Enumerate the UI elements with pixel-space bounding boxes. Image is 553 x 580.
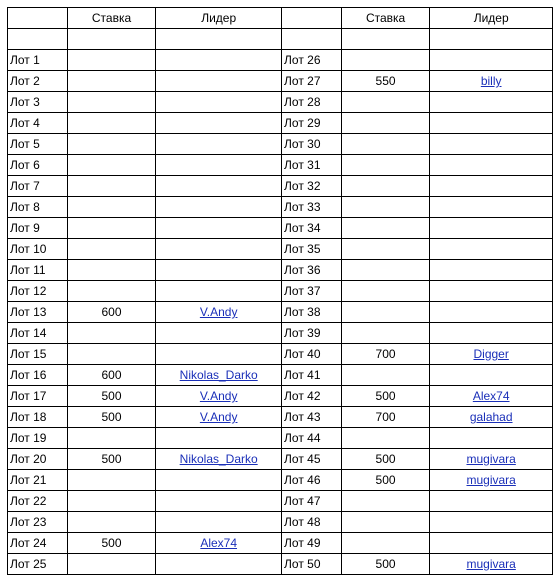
bid-cell	[341, 365, 430, 386]
lot-label: Лот 36	[282, 260, 342, 281]
bid-cell: 550	[341, 71, 430, 92]
table-row	[8, 344, 553, 365]
leader-cell	[430, 344, 553, 365]
leader-link[interactable]: mugivara	[466, 473, 516, 487]
leader-cell	[430, 470, 553, 491]
leader-cell	[430, 302, 553, 323]
lot-label: Лот 4	[8, 113, 68, 134]
leader-cell	[156, 113, 282, 134]
leader-cell	[156, 449, 282, 470]
leader-link[interactable]: Alex74	[472, 389, 510, 403]
table-row	[8, 92, 553, 113]
header-row	[8, 8, 553, 29]
bid-cell: 700	[341, 344, 430, 365]
lot-label: Лот 37	[282, 281, 342, 302]
leader-cell	[430, 491, 553, 512]
lot-label: Лот 44	[282, 428, 342, 449]
table-row	[8, 239, 553, 260]
lot-label: Лот 5	[8, 134, 68, 155]
bid-cell	[67, 491, 156, 512]
leader-cell	[430, 260, 553, 281]
leader-cell	[156, 491, 282, 512]
table-row	[8, 176, 553, 197]
lot-label: Лот 20	[8, 449, 68, 470]
bid-cell	[341, 239, 430, 260]
lot-label: Лот 41	[282, 365, 342, 386]
lot-label: Лот 31	[282, 155, 342, 176]
leader-cell	[156, 512, 282, 533]
bid-cell	[67, 50, 156, 71]
lot-label: Лот 34	[282, 218, 342, 239]
leader-cell	[430, 197, 553, 218]
empty-cell	[156, 29, 282, 50]
lot-label: Лот 43	[282, 407, 342, 428]
lot-label: Лот 11	[8, 260, 68, 281]
leader-cell	[430, 134, 553, 155]
lot-label: Лот 12	[8, 281, 68, 302]
leader-cell	[430, 449, 553, 470]
lot-label: Лот 15	[8, 344, 68, 365]
leader-cell	[430, 50, 553, 71]
leader-link[interactable]: Digger	[473, 347, 509, 361]
bid-cell	[341, 113, 430, 134]
bid-cell	[67, 554, 156, 575]
bid-cell	[67, 113, 156, 134]
header-blank-right	[282, 8, 342, 29]
lot-label: Лот 38	[282, 302, 342, 323]
empty-cell	[341, 29, 430, 50]
table-row	[8, 134, 553, 155]
lot-label: Лот 25	[8, 554, 68, 575]
leader-cell	[156, 323, 282, 344]
empty-cell	[67, 29, 156, 50]
leader-cell	[156, 428, 282, 449]
bid-cell: 500	[341, 554, 430, 575]
bid-cell: 500	[341, 386, 430, 407]
bid-cell	[341, 50, 430, 71]
leader-cell	[156, 365, 282, 386]
bid-cell: 500	[67, 386, 156, 407]
table-row	[8, 365, 553, 386]
bid-cell	[341, 92, 430, 113]
leader-cell	[430, 533, 553, 554]
table-row	[8, 428, 553, 449]
lot-label: Лот 21	[8, 470, 68, 491]
header-bid-left: Ставка	[67, 8, 156, 29]
lot-label: Лот 22	[8, 491, 68, 512]
lot-label: Лот 16	[8, 365, 68, 386]
lot-label: Лот 30	[282, 134, 342, 155]
bid-cell: 600	[67, 365, 156, 386]
leader-cell	[156, 407, 282, 428]
leader-cell	[430, 281, 553, 302]
table-row	[8, 512, 553, 533]
bid-cell	[341, 197, 430, 218]
leader-link[interactable]: Alex74	[200, 536, 238, 550]
table-row	[8, 449, 553, 470]
bid-cell	[341, 176, 430, 197]
bid-cell	[67, 92, 156, 113]
leader-link[interactable]: mugivara	[466, 452, 516, 466]
bid-cell	[67, 470, 156, 491]
bid-cell: 500	[67, 533, 156, 554]
table-row	[8, 491, 553, 512]
leader-cell	[156, 50, 282, 71]
leader-cell	[156, 92, 282, 113]
lot-label: Лот 39	[282, 323, 342, 344]
leader-link[interactable]: billy	[480, 74, 502, 88]
bid-cell	[341, 491, 430, 512]
leader-cell	[156, 71, 282, 92]
lot-label: Лот 48	[282, 512, 342, 533]
header-leader-left: Лидер	[156, 8, 282, 29]
leader-cell	[430, 365, 553, 386]
bid-cell	[341, 218, 430, 239]
leader-cell	[156, 470, 282, 491]
table-row	[8, 533, 553, 554]
lot-label: Лот 27	[282, 71, 342, 92]
leader-cell	[430, 218, 553, 239]
leader-cell	[156, 197, 282, 218]
lot-label: Лот 46	[282, 470, 342, 491]
leader-cell	[430, 155, 553, 176]
lot-label: Лот 18	[8, 407, 68, 428]
bid-cell: 500	[67, 449, 156, 470]
spacer-row	[8, 29, 553, 50]
table-row	[8, 554, 553, 575]
bid-cell: 500	[67, 407, 156, 428]
leader-cell	[430, 428, 553, 449]
table-row	[8, 281, 553, 302]
table-row	[8, 218, 553, 239]
lot-label: Лот 1	[8, 50, 68, 71]
lot-label: Лот 17	[8, 386, 68, 407]
empty-cell	[430, 29, 553, 50]
lot-label: Лот 33	[282, 197, 342, 218]
leader-link[interactable]: galahad	[469, 410, 513, 424]
bid-cell: 500	[341, 470, 430, 491]
leader-cell	[430, 386, 553, 407]
bid-cell	[67, 323, 156, 344]
leader-cell	[430, 323, 553, 344]
lot-label: Лот 10	[8, 239, 68, 260]
bid-cell	[341, 302, 430, 323]
leader-link[interactable]: Nikolas_Darko	[179, 368, 258, 382]
lot-label: Лот 47	[282, 491, 342, 512]
leader-cell	[156, 533, 282, 554]
bid-cell	[341, 512, 430, 533]
bid-cell	[67, 260, 156, 281]
leader-cell	[156, 386, 282, 407]
lot-label: Лот 6	[8, 155, 68, 176]
table-row	[8, 470, 553, 491]
leader-cell	[430, 554, 553, 575]
lot-label: Лот 26	[282, 50, 342, 71]
lot-label: Лот 8	[8, 197, 68, 218]
lot-label: Лот 29	[282, 113, 342, 134]
table-row	[8, 323, 553, 344]
header-blank-left	[8, 8, 68, 29]
bid-cell	[67, 344, 156, 365]
lot-label: Лот 40	[282, 344, 342, 365]
bid-cell: 500	[341, 449, 430, 470]
leader-cell	[156, 260, 282, 281]
leader-link[interactable]: V.Andy	[199, 410, 238, 424]
leader-link[interactable]: mugivara	[466, 557, 516, 571]
bid-cell	[67, 512, 156, 533]
leader-cell	[430, 176, 553, 197]
lot-label: Лот 50	[282, 554, 342, 575]
auction-table	[7, 7, 553, 575]
table-row	[8, 155, 553, 176]
bid-cell	[67, 281, 156, 302]
leader-cell	[156, 281, 282, 302]
leader-cell	[156, 302, 282, 323]
lot-label: Лот 32	[282, 176, 342, 197]
lot-label: Лот 28	[282, 92, 342, 113]
leader-link[interactable]: Nikolas_Darko	[179, 452, 258, 466]
bid-cell	[341, 281, 430, 302]
lot-label: Лот 7	[8, 176, 68, 197]
leader-link[interactable]: V.Andy	[199, 389, 238, 403]
leader-cell	[156, 344, 282, 365]
bid-cell	[67, 197, 156, 218]
bid-cell	[67, 155, 156, 176]
lot-label: Лот 2	[8, 71, 68, 92]
table-row	[8, 302, 553, 323]
leader-cell	[156, 554, 282, 575]
lot-label: Лот 14	[8, 323, 68, 344]
leader-cell	[430, 407, 553, 428]
table-row	[8, 197, 553, 218]
header-leader-right: Лидер	[430, 8, 553, 29]
bid-cell	[67, 71, 156, 92]
lot-label: Лот 42	[282, 386, 342, 407]
bid-cell	[341, 323, 430, 344]
table-row	[8, 386, 553, 407]
lot-label: Лот 24	[8, 533, 68, 554]
lot-label: Лот 49	[282, 533, 342, 554]
leader-cell	[156, 218, 282, 239]
bid-cell: 600	[67, 302, 156, 323]
header-bid-right: Ставка	[341, 8, 430, 29]
leader-cell	[156, 134, 282, 155]
lot-label: Лот 3	[8, 92, 68, 113]
leader-cell	[430, 92, 553, 113]
bid-cell	[67, 428, 156, 449]
lot-label: Лот 13	[8, 302, 68, 323]
table-row	[8, 71, 553, 92]
bid-cell	[67, 239, 156, 260]
leader-cell	[156, 155, 282, 176]
lot-label: Лот 23	[8, 512, 68, 533]
bid-cell	[341, 155, 430, 176]
table-row	[8, 260, 553, 281]
leader-cell	[430, 512, 553, 533]
leader-cell	[156, 239, 282, 260]
bid-cell	[67, 218, 156, 239]
table-row	[8, 50, 553, 71]
leader-cell	[430, 239, 553, 260]
bid-cell	[341, 134, 430, 155]
empty-cell	[282, 29, 342, 50]
leader-link[interactable]: V.Andy	[199, 305, 238, 319]
lot-label: Лот 45	[282, 449, 342, 470]
table-row	[8, 113, 553, 134]
lot-label: Лот 9	[8, 218, 68, 239]
leader-cell	[430, 71, 553, 92]
bid-cell	[341, 533, 430, 554]
leader-cell	[430, 113, 553, 134]
bid-cell	[67, 134, 156, 155]
table-row	[8, 407, 553, 428]
bid-cell	[341, 260, 430, 281]
lot-label: Лот 35	[282, 239, 342, 260]
empty-cell	[8, 29, 68, 50]
bid-cell	[67, 176, 156, 197]
bid-cell	[341, 428, 430, 449]
lot-label: Лот 19	[8, 428, 68, 449]
leader-cell	[156, 176, 282, 197]
bid-cell: 700	[341, 407, 430, 428]
